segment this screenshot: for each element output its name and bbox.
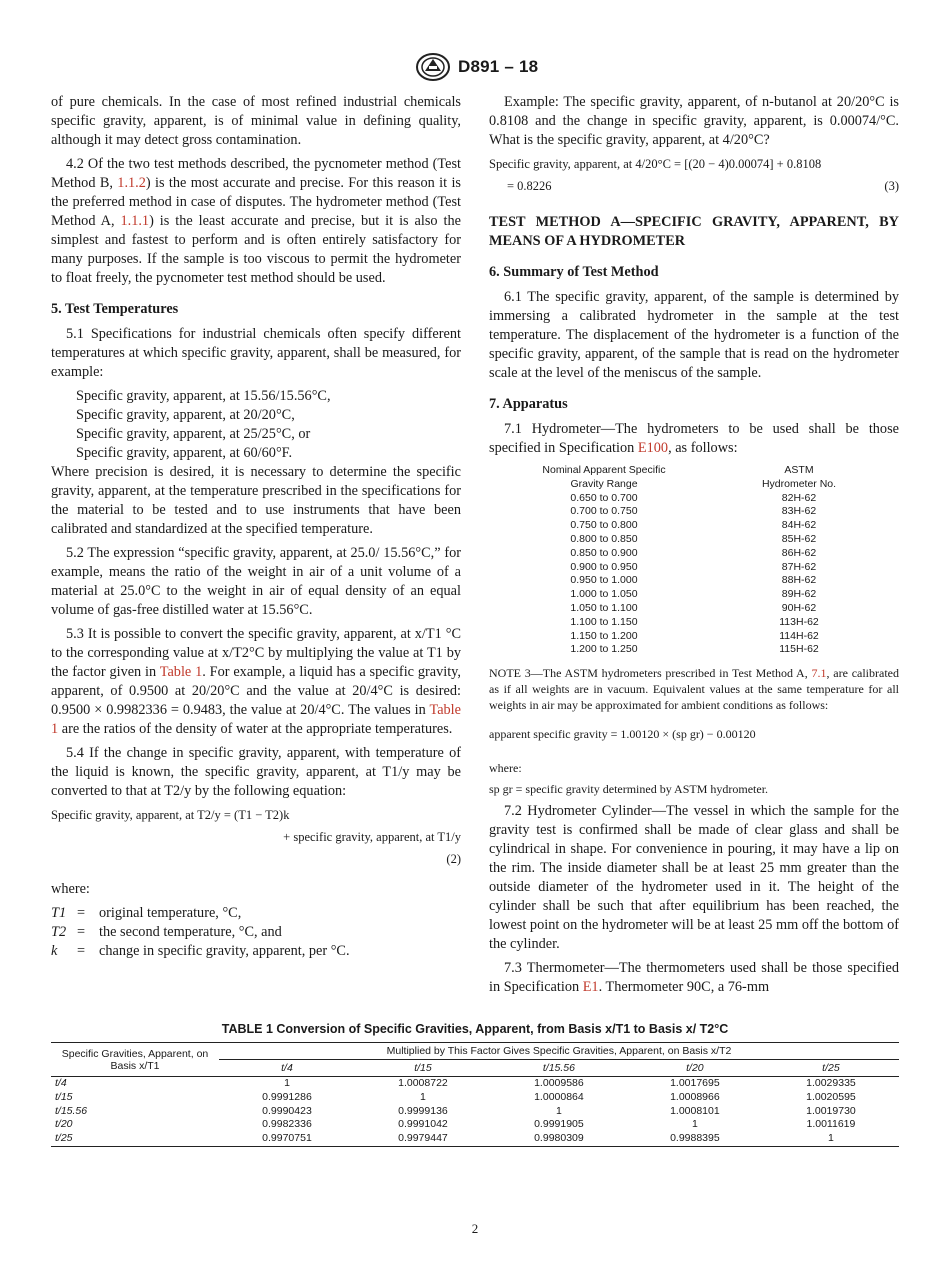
link-7-1[interactable]: 7.1 [811, 666, 827, 681]
note-3-equation: apparent specific gravity = 1.00120 × (sp gr) − 0.00120 [489, 727, 756, 742]
test-method-a-heading: TEST METHOD A—SPECIFIC GRAVITY, APPARENT, BY MEANS OF A HYDROMETER [489, 214, 899, 249]
table-row [51, 1132, 899, 1146]
equation-number: (2) [446, 852, 461, 866]
table-row [51, 1077, 899, 1091]
gravity-range-cell: 0.950 to 1.000 [570, 574, 638, 587]
table-row [489, 505, 899, 519]
left-column [51, 93, 461, 961]
gravity-range-cell: 1.100 to 1.150 [570, 615, 638, 628]
row-label: t/15 [55, 1090, 73, 1103]
hydrometer-number-cell: 115H-62 [779, 643, 819, 656]
table-row [489, 602, 899, 616]
column-header: t/4 [281, 1062, 293, 1074]
right-column [489, 93, 899, 1002]
list-item: Specific gravity, apparent, at 60/60°F. [76, 445, 293, 461]
list-item: Specific gravity, apparent, at 20/20°C, [76, 407, 295, 423]
astm-logo-icon [415, 52, 451, 82]
table-row [489, 630, 899, 644]
paragraph-7-2: 7.2 Hydrometer Cylinder—The vessel in which the sample for the gravity test is confirmed shall be made of clear glass and shall be cylindrical in shape. For convenience in pouring, it may have a lip on the rim. The inside diameter shall be at least 25 mm greater than the outside diameter of the hydrometer used in it. The height of the cylinder shall be such that after equilibrium has been reached, the lowest point on the hydrometer will be at least 25 mm off the bottom of the cylinder. [489, 803, 899, 953]
definition-item: T2 = the second temperature, °C, and [51, 924, 282, 940]
row-label: t/25 [55, 1132, 73, 1145]
table-row [489, 492, 899, 506]
gravity-range-cell: 1.150 to 1.200 [570, 629, 638, 642]
table-row [489, 533, 899, 547]
paragraph-intro: of pure chemicals. In the case of most refined industrial chemicals specific gravity, apparent, is of minimal value in defining quality, although it may detect gross contamination. [51, 94, 461, 148]
row-label: t/15.56 [55, 1104, 88, 1117]
column-header: ASTM [784, 464, 814, 476]
paragraph-5-1: 5.1 Specifications for industrial chemicals often specify different temperatures at which specific gravity, apparent, shall be measured, for example: [51, 326, 461, 380]
hydrometer-number-cell: 83H-62 [781, 505, 817, 518]
table-row [51, 1105, 899, 1119]
link-table-1[interactable]: Table 1 [51, 702, 461, 737]
table-cell: 1.0020595 [806, 1090, 856, 1103]
table-row [51, 1091, 899, 1105]
table-cell: 0.9991042 [398, 1118, 448, 1131]
paragraph-5-1-continued: Where precision is desired, it is necessary to determine the specific gravity, apparent, at the temperature prescribed in the specifications for the material to be tested and to use instruments that have been calibrated and standardized at the specified temperature. [51, 464, 461, 537]
paragraph-7-3: 7.3 Thermometer—The thermometers used shall be those specified in Specification E1. Thermometer 90C, a 76-mm [489, 960, 899, 996]
paragraph-7-1: 7.1 Hydrometer—The hydrometers to be used shall be those specified in Specification E100, as follows: [489, 421, 899, 456]
table-cell: 1 [556, 1104, 562, 1117]
column-header: t/15 [414, 1062, 432, 1074]
table-cell: 0.9980309 [534, 1132, 584, 1145]
table-row [489, 547, 899, 561]
table-cell: 0.9999136 [398, 1104, 448, 1117]
table-cell: 1.0008101 [670, 1104, 720, 1117]
link-e1[interactable]: E1 [582, 979, 599, 996]
section-7-heading: 7. Apparatus [489, 396, 568, 412]
link-e100[interactable]: E100 [637, 440, 669, 456]
where-label: where: [489, 761, 522, 776]
gravity-range-cell: 0.700 to 0.750 [570, 505, 638, 518]
table-cell: 0.9970751 [262, 1132, 312, 1145]
where-label: where: [51, 881, 90, 897]
column-header: Hydrometer No. [761, 477, 837, 490]
equation-line: Specific gravity, apparent, at T2/y = (T1 − T2)k [51, 808, 290, 822]
row-label: t/4 [55, 1077, 67, 1089]
column-header: Nominal Apparent Specific [542, 464, 666, 476]
list-item: Specific gravity, apparent, at 15.56/15.56°C, [76, 388, 331, 404]
gravity-range-cell: 0.800 to 0.850 [570, 532, 638, 545]
table-cell: 1.0009586 [534, 1077, 584, 1089]
list-item: Specific gravity, apparent, at 25/25°C, or [76, 426, 311, 442]
hydrometer-number-cell: 88H-62 [781, 574, 817, 587]
temperature-list [51, 387, 461, 463]
paragraph-5-4: 5.4 If the change in specific gravity, apparent, with temperature of the liquid is known, the specific gravity, apparent, at T1/y may be converted to that at T2/y by the following equation: [51, 745, 461, 799]
table-row [489, 574, 899, 588]
table-cell: 1.0019730 [806, 1104, 856, 1117]
table-cell: 1.0008966 [670, 1090, 720, 1103]
row-label: t/20 [55, 1118, 73, 1131]
link-1-1-2[interactable]: 1.1.2 [117, 175, 146, 191]
span-header: Multiplied by This Factor Gives Specific Gravities, Apparent, on Basis x/T2 [219, 1043, 899, 1060]
table-cell: 0.9982336 [262, 1118, 312, 1131]
paragraph-6-1: 6.1 The specific gravity, apparent, of the sample is determined by immersing a calibrated hydrometer in the sample at the test temperature. The displacement of the hydrometer is a function of the specific gravity, apparent, of the sample that is read on the hydrometer scale at the level of the meniscus of the sample. [489, 289, 899, 381]
equation-2 [51, 806, 461, 872]
link-1-1-1[interactable]: 1.1.1 [120, 213, 150, 229]
note-3: NOTE 3—The ASTM hydrometers prescribed in Test Method A, 7.1, are calibrated as if all weights are in vacuum. Equivalent values at the same temperature for all weights in air may be approximated for ambient conditions as follows: [489, 666, 899, 713]
table-cell: 0.9979447 [398, 1132, 448, 1145]
hydrometer-number-cell: 85H-62 [781, 532, 817, 545]
table-1 [51, 1022, 899, 1147]
table-cell: 1 [284, 1077, 290, 1089]
definition-item: T1 = original temperature, °C, [51, 905, 242, 921]
gravity-range-cell: 1.200 to 1.250 [570, 643, 638, 656]
hydrometer-number-cell: 84H-62 [781, 519, 817, 532]
equation-line: + specific gravity, apparent, at T1/y [283, 830, 461, 844]
definition-list [51, 904, 461, 961]
table-cell: 1 [691, 1118, 698, 1131]
equation-3 [489, 155, 899, 199]
hydrometer-number-cell: 113H-62 [779, 615, 819, 628]
column-header: t/20 [686, 1062, 704, 1074]
gravity-range-cell: 0.900 to 0.950 [570, 560, 638, 573]
gravity-range-cell: 0.650 to 0.700 [570, 491, 638, 504]
table-cell: 1.0000864 [534, 1090, 584, 1103]
gravity-range-cell: 0.750 to 0.800 [570, 519, 638, 532]
hydrometer-table [489, 464, 899, 657]
table-cell: 1 [828, 1132, 834, 1145]
gravity-range-cell: 0.850 to 0.900 [570, 546, 638, 559]
paragraph-5-3: 5.3 It is possible to convert the specific gravity, apparent, at x/T1 °C to the corresponding value at x/T2°C by multiplying the value at T1 by the factor given in Table 1. For example, a liquid has a specific gravity, apparent, of 0.9500 at 20/20°C and the value at 20/4°C is desired: 0.9500 × 0.9982336 = 0.9483, the value at 20/4°C. The values in Table 1 are the ratios of the density of water at the appropriate temperatures. [51, 626, 461, 737]
equation-line: Specific gravity, apparent, at 4/20°C = [(20 − 4)0.00074] + 0.8108 [489, 157, 822, 171]
table-cell: 0.9990423 [262, 1104, 312, 1117]
hydrometer-number-cell: 89H-62 [781, 588, 817, 601]
paragraph-4-2: 4.2 Of the two test methods described, the pycnometer method (Test Method B, 1.1.2) is the most accurate and precise. For this reason it is the preferred method in case of disputes. The hydrometer method (Test Method A, 1.1.1) is the least accurate and precise, but it is also the simplest and fastest to perform and is often entirely satisfactory for many purposes. If the sample is too viscous to permit the hydrometer to float freely, the pycnometer test method should be used. [51, 156, 461, 286]
table-row [489, 616, 899, 630]
column-header: t/25 [822, 1062, 840, 1074]
table-cell: 1.0008722 [398, 1077, 448, 1089]
paragraph-5-2: 5.2 The expression “specific gravity, apparent, at 25.0/ 15.56°C,” for example, means the ratio of the weight in air of a unit volume of a material at 25.0°C to the weight in air of equal density of an equal volume of gas-free distilled water at 15.56°C. [51, 545, 461, 618]
gravity-range-cell: 1.000 to 1.050 [570, 588, 638, 601]
equation-number: (3) [884, 179, 899, 193]
definition-item: sp gr = specific gravity determined by ASTM hydrometer. [489, 782, 769, 797]
hydrometer-number-cell: 90H-62 [781, 601, 817, 614]
table-cell: 0.9988395 [670, 1132, 720, 1145]
definition-item: k = change in specific gravity, apparent, per °C. [51, 943, 350, 959]
section-5-heading: 5. Test Temperatures [51, 301, 179, 317]
table-cell: 1.0029335 [806, 1077, 856, 1089]
column-header: Gravity Range [570, 477, 638, 490]
table-cell: 0.9991905 [534, 1118, 584, 1131]
table-cell: 0.9991286 [262, 1090, 312, 1103]
table-row [51, 1118, 899, 1132]
hydrometer-number-cell: 82H-62 [781, 491, 817, 504]
page-header [0, 52, 950, 86]
table-1-caption: TABLE 1 Conversion of Specific Gravities, Apparent, from Basis x/T1 to Basis x/ T2°C [221, 1022, 729, 1036]
equation-line: = 0.8226 [507, 179, 552, 193]
link-table-1[interactable]: Table 1 [159, 664, 203, 680]
table-cell: 1 [420, 1090, 426, 1103]
table-cell: 1.0017695 [670, 1077, 720, 1089]
column-header: t/15.56 [542, 1062, 575, 1074]
table-row [489, 643, 899, 657]
document-id: D891 – 18 [458, 57, 539, 76]
gravity-range-cell: 1.050 to 1.100 [570, 601, 638, 614]
section-6-heading: 6. Summary of Test Method [489, 264, 659, 280]
hydrometer-number-cell: 114H-62 [779, 629, 819, 642]
table-cell: 1.0011619 [806, 1118, 856, 1131]
table-row [489, 588, 899, 602]
hydrometer-number-cell: 86H-62 [781, 546, 817, 559]
example-paragraph: Example: The specific gravity, apparent, of n-butanol at 20/20°C is 0.8108 and the change in specific gravity, apparent, is 0.00074/°C. What is the specific gravity, apparent, at 4/20°C? [489, 94, 899, 148]
hydrometer-number-cell: 87H-62 [781, 560, 817, 573]
page-number: 2 [471, 1221, 479, 1236]
row-header-label: Specific Gravities, Apparent, on Basis x/T1 [61, 1047, 209, 1072]
table-row [489, 519, 899, 533]
table-row [489, 561, 899, 575]
